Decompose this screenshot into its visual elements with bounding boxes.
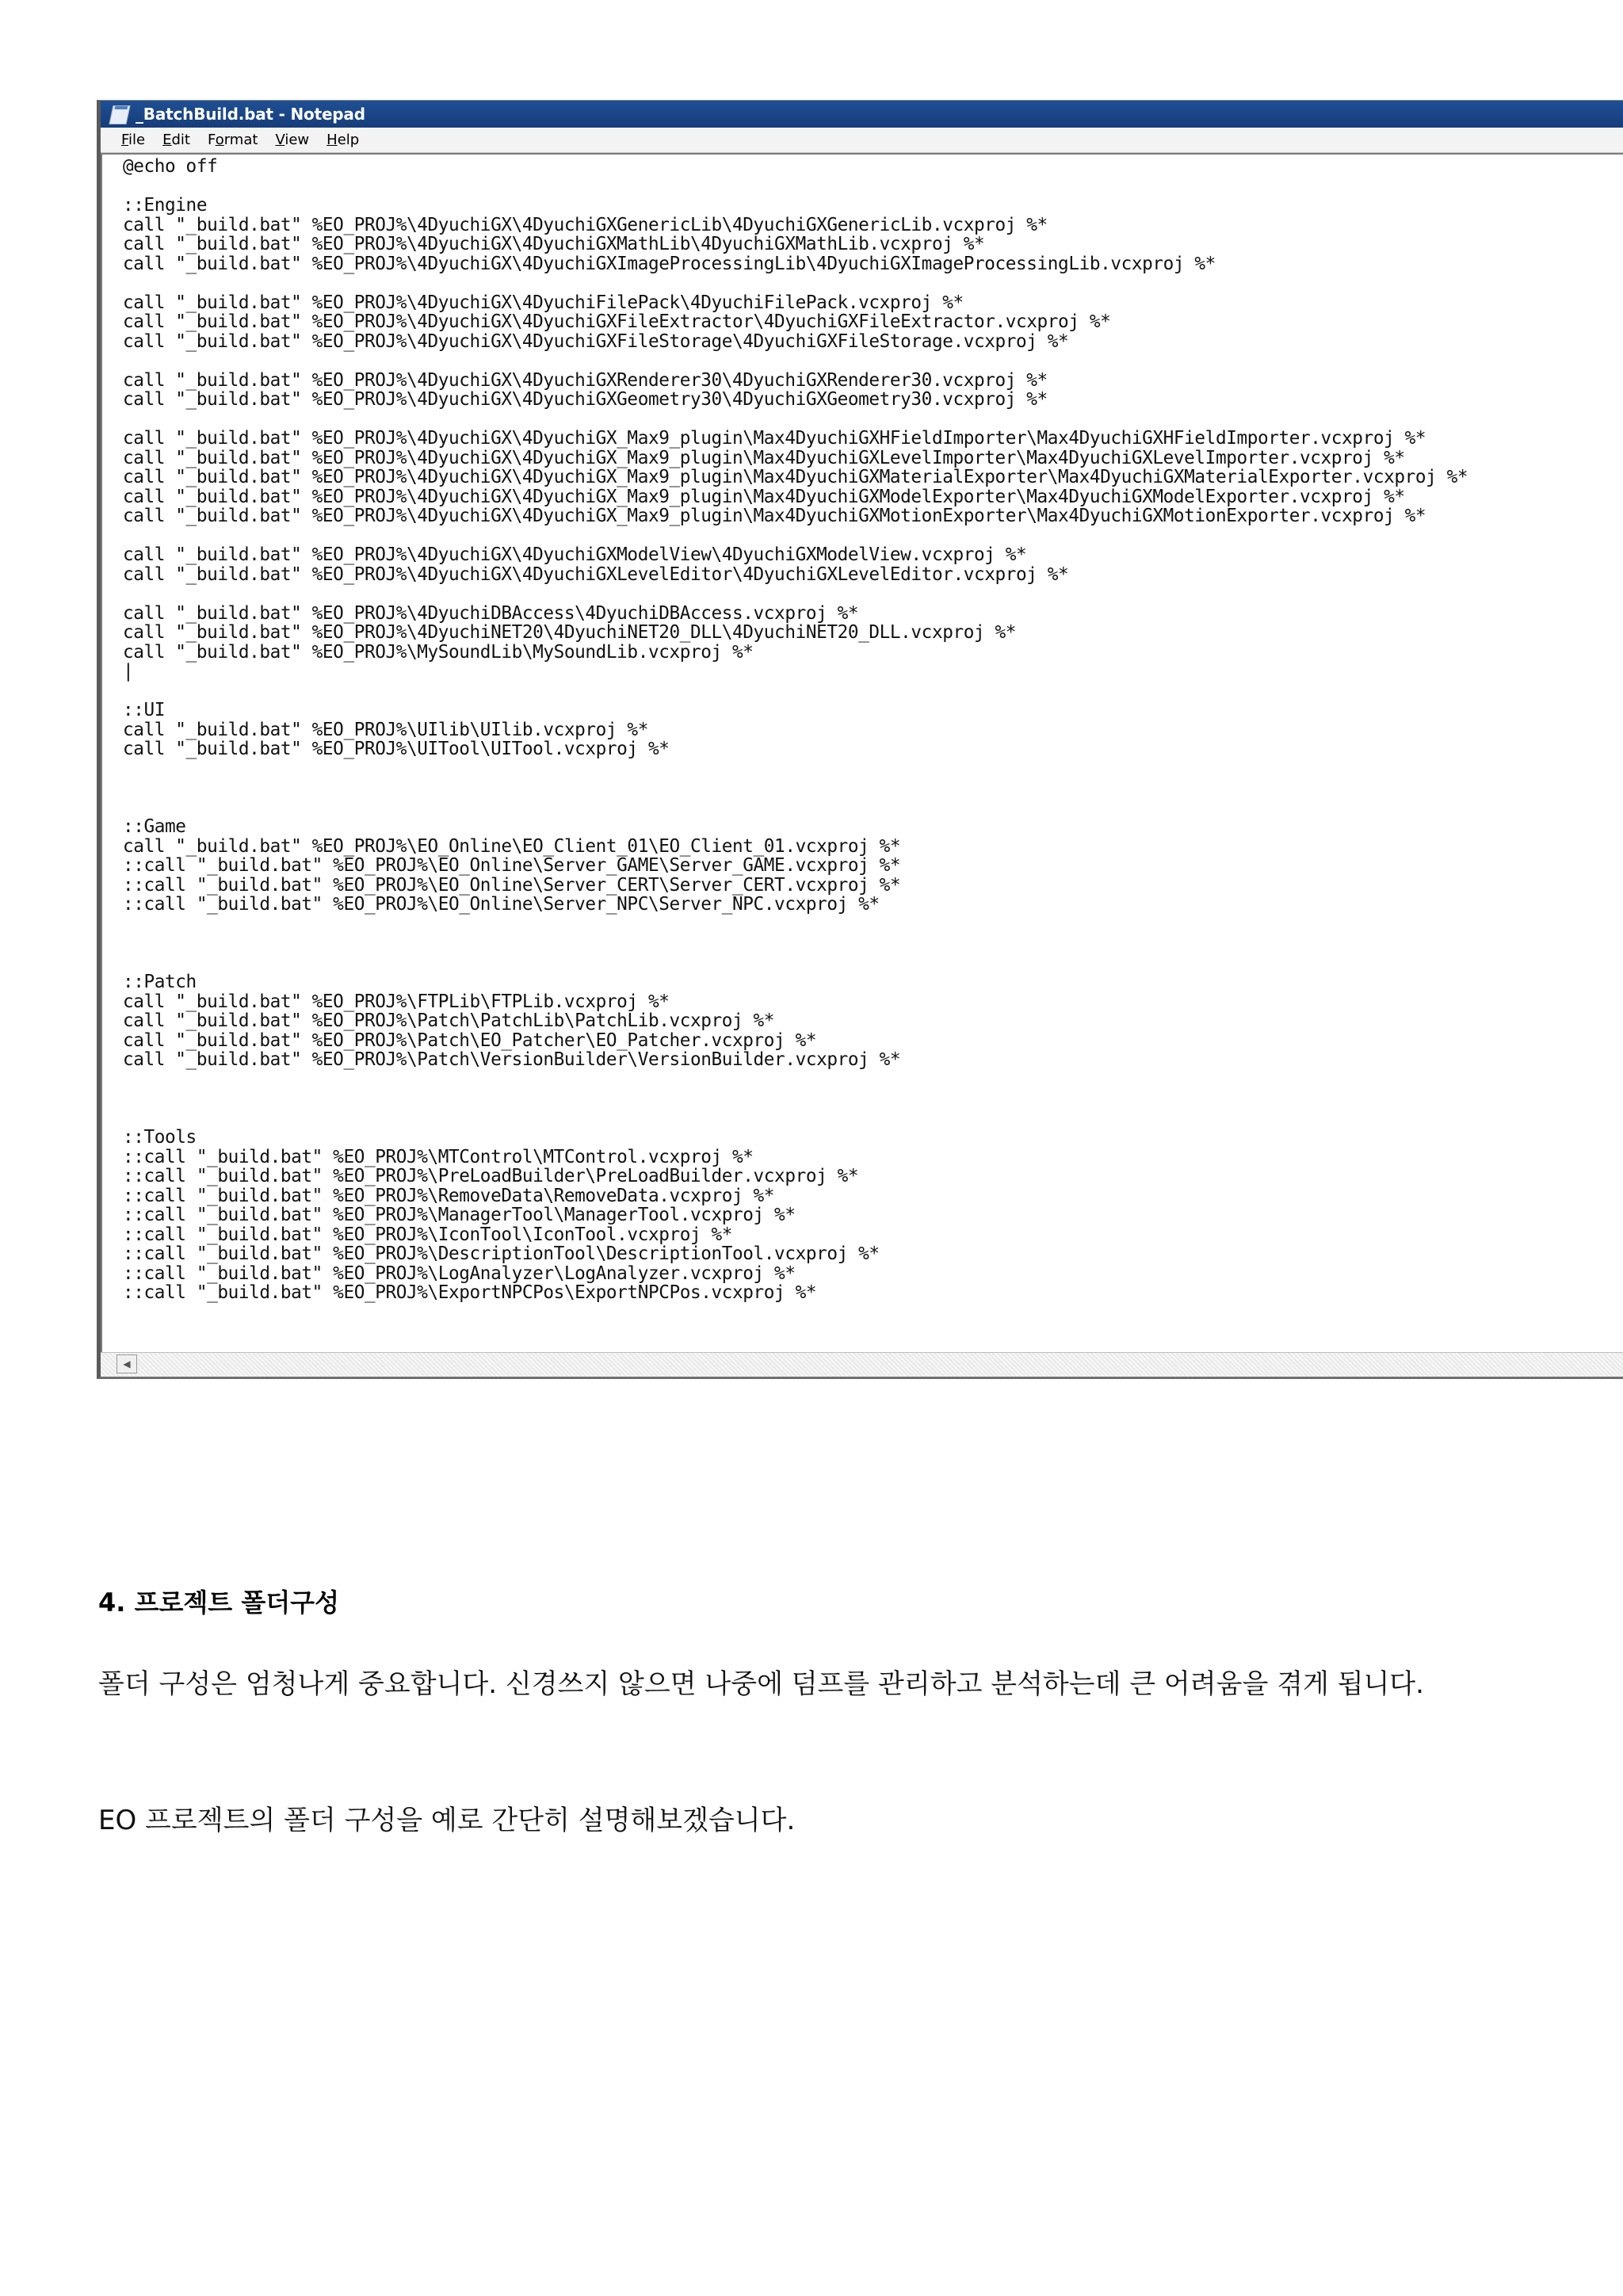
menu-file-rest: ile — [128, 132, 146, 148]
file-content[interactable]: @echo off ::Engine call "_build.bat" %EO_PROJ%\4DyuchiGX\4DyuchiGXGenericLib\4DyuchiGXGenericLib.vcxproj %* call "_build.bat" %EO_PROJ%\4DyuchiGX\4DyuchiGXMathLib\4DyuchiGXMathLib.vcxproj %* call "_build.bat" %EO_PROJ%\4DyuchiGX\4DyuchiGXImageProcessingLib\4DyuchiGXImageProcessingLib.vcxproj %* call "_build.bat" %EO_PROJ%\4DyuchiGX\4DyuchiFilePack\4DyuchiFilePack.vcxproj %* call "_build.bat" %EO_PROJ%\4DyuchiGX\4DyuchiGXFileExtractor\4DyuchiGXFileExtractor.vcxproj %* call "_build.bat" %EO_PROJ%\4DyuchiGX\4DyuchiGXFileStorage\4DyuchiGXFileStorage.vcxproj %* call "_build.bat" %EO_PROJ%\4DyuchiGX\4DyuchiGXRenderer30\4DyuchiGXRenderer30.vcxproj %* call "_build.bat" %EO_PROJ%\4DyuchiGX\4DyuchiGXGeometry30\4DyuchiGXGeometry30.vcxproj %* call "_build.bat" %EO_PROJ%\4DyuchiGX\4DyuchiGX_Max9_plugin\Max4DyuchiGXHFieldImporter\Max4DyuchiGXHFieldImporter.vcxproj %* call "_build.bat" %EO_PROJ%\4DyuchiGX\4DyuchiGX_Max9_plugin\Max4DyuchiGXLevelImporter\Max4DyuchiGXLevelImporter.vcxproj %* call "_build.bat" %EO_PROJ%\4DyuchiGX\4DyuchiGX_Max9_plugin\Max4DyuchiGXMaterialExporter\Max4DyuchiGXMaterialExporter.vcxproj %* call "_build.bat" %EO_PROJ%\4DyuchiGX\4DyuchiGX_Max9_plugin\Max4DyuchiGXModelExporter\Max4DyuchiGXModelExporter.vcxproj %* call "_build.bat" %EO_PROJ%\4DyuchiGX\4DyuchiGX_Max9_plugin\Max4DyuchiGXMotionExporter\Max4DyuchiGXMotionExporter.vcxproj %* call "_build.bat" %EO_PROJ%\4DyuchiGX\4DyuchiGXModelView\4DyuchiGXModelView.vcxproj %* call "_build.bat" %EO_PROJ%\4DyuchiGX\4DyuchiGXLevelEditor\4DyuchiGXLevelEditor.vcxproj %* call "_build.bat" %EO_PROJ%\4DyuchiDBAccess\4DyuchiDBAccess.vcxproj %* call "_build.bat" %EO_PROJ%\4DyuchiNET20\4DyuchiNET20_DLL\4DyuchiNET20_DLL.vcxproj %* call "_build.bat" %EO_PROJ%\MySoundLib\MySoundLib.vcxproj %* | ::UI call "_build.bat" %EO_PROJ%\UIlib\UIlib.vcxproj %* call "_build.bat" %EO_PROJ%\UITool\UITool.vcxproj %* ::Game call "_build.bat" %EO_PROJ%\EO_Online\EO_Client_01\EO_Client_01.vcxproj %* ::call "_build.bat" %EO_PROJ%\EO_Online\Server_GAME\Server_GAME.vcxproj %* ::call "_build.bat" %EO_PROJ%\EO_Online\Server_CERT\Server_CERT.vcxproj %* ::call "_build.bat" %EO_PROJ%\EO_Online\Server_NPC\Server_NPC.vcxproj %* ::Patch call "_build.bat" %EO_PROJ%\FTPLib\FTPLib.vcxproj %* call "_build.bat" %EO_PROJ%\Patch\PatchLib\PatchLib.vcxproj %* call "_build.bat" %EO_PROJ%\Patch\EO_Patcher\EO_Patcher.vcxproj %* call "_build.bat" %EO_PROJ%\Patch\VersionBuilder\VersionBuilder.vcxproj %* ::Tools ::call "_build.bat" %EO_PROJ%\MTControl\MTControl.vcxproj %* ::call "_build.bat" %EO_PROJ%\PreLoadBuilder\PreLoadBuilder.vcxproj %* ::call "_build.bat" %EO_PROJ%\RemoveData\RemoveData.vcxproj %* ::call "_build.bat" %EO_PROJ%\ManagerTool\ManagerTool.vcxproj %* ::call "_build.bat" %EO_PROJ%\IconTool\IconTool.vcxproj %* ::call "_build.bat" %EO_PROJ%\DescriptionTool\DescriptionTool.vcxproj %* ::call "_build.bat" %EO_PROJ%\LogAnalyzer\LogAnalyzer.vcxproj %* ::call "_build.bat" %EO_PROJ%\ExportNPCPos\ExportNPCPos.vcxproj %* — [123, 156, 1468, 1303]
menu-file-accel: F — [121, 132, 129, 148]
menu-file[interactable] — [121, 132, 145, 148]
menu-help-accel: H — [327, 132, 338, 148]
title-bar[interactable] — [101, 101, 1623, 128]
scroll-left-arrow-icon[interactable]: ◀ — [116, 1354, 137, 1373]
menu-edit-accel: E — [162, 132, 172, 148]
menu-help-rest: elp — [337, 132, 360, 148]
horizontal-scrollbar[interactable] — [101, 1352, 1623, 1377]
menu-help[interactable] — [327, 132, 359, 148]
menu-view-rest: iew — [285, 132, 310, 148]
menu-view[interactable] — [275, 132, 309, 148]
menu-format-pre: F — [207, 132, 216, 148]
menu-format-rest: rmat — [223, 132, 258, 148]
paragraph-folder-importance: 폴더 구성은 엄청나게 중요합니다. 신경쓰지 않으면 나중에 덤프를 관리하고 분석하는데 큰 어려움을 겪게 됩니다. — [98, 1668, 1424, 1700]
paragraph-eo-example: EO 프로젝트의 폴더 구성을 예로 간단히 설명해보겠습니다. — [98, 1805, 796, 1836]
menu-format-accel: o — [215, 132, 224, 148]
notepad-window — [97, 100, 1623, 1379]
menu-edit-rest: dit — [171, 132, 190, 148]
text-editor[interactable] — [101, 153, 1623, 1353]
window-title: _BatchBuild.bat - Notepad — [136, 105, 365, 124]
menu-view-accel: V — [275, 132, 285, 148]
menu-edit[interactable] — [162, 132, 190, 148]
notepad-icon — [109, 104, 131, 124]
menu-bar — [101, 128, 1623, 153]
section-heading: 4. 프로젝트 폴더구성 — [98, 1587, 339, 1618]
menu-format[interactable] — [208, 132, 258, 148]
